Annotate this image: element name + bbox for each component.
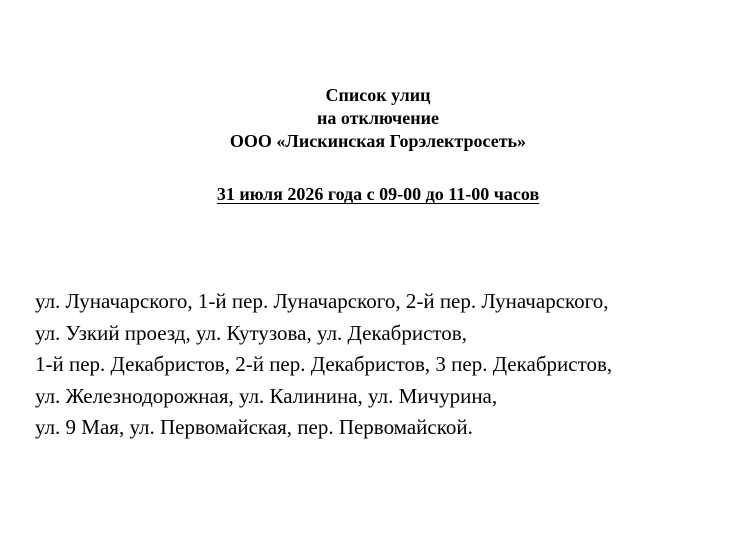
outage-date-time: 31 июля 2026 года с 09-00 до 11-00 часов xyxy=(216,184,540,204)
street-list-line: ул. Железнодорожная, ул. Калинина, ул. Мичурина, xyxy=(35,383,498,408)
outage-schedule xyxy=(0,183,756,206)
street-list-line: 1-й пер. Декабристов, 2-й пер. Декабристов, 3 пер. Декабристов, xyxy=(35,352,613,376)
header-title: Список улиц xyxy=(325,85,431,105)
header-subtitle: на отключение xyxy=(317,108,439,128)
document-header xyxy=(0,84,756,153)
street-list xyxy=(35,286,750,444)
header-organization: ООО «Лискинская Горэлектросеть» xyxy=(229,131,527,151)
street-list-line: ул. Луначарского, 1-й пер. Луначарского, 2-й пер. Луначарского, xyxy=(35,289,609,313)
street-list-line: ул. 9 Мая, ул. Первомайская, пер. Первомайской. xyxy=(35,415,473,439)
street-list-line: ул. Узкий проезд, ул. Кутузова, ул. Декабристов, xyxy=(35,320,467,345)
